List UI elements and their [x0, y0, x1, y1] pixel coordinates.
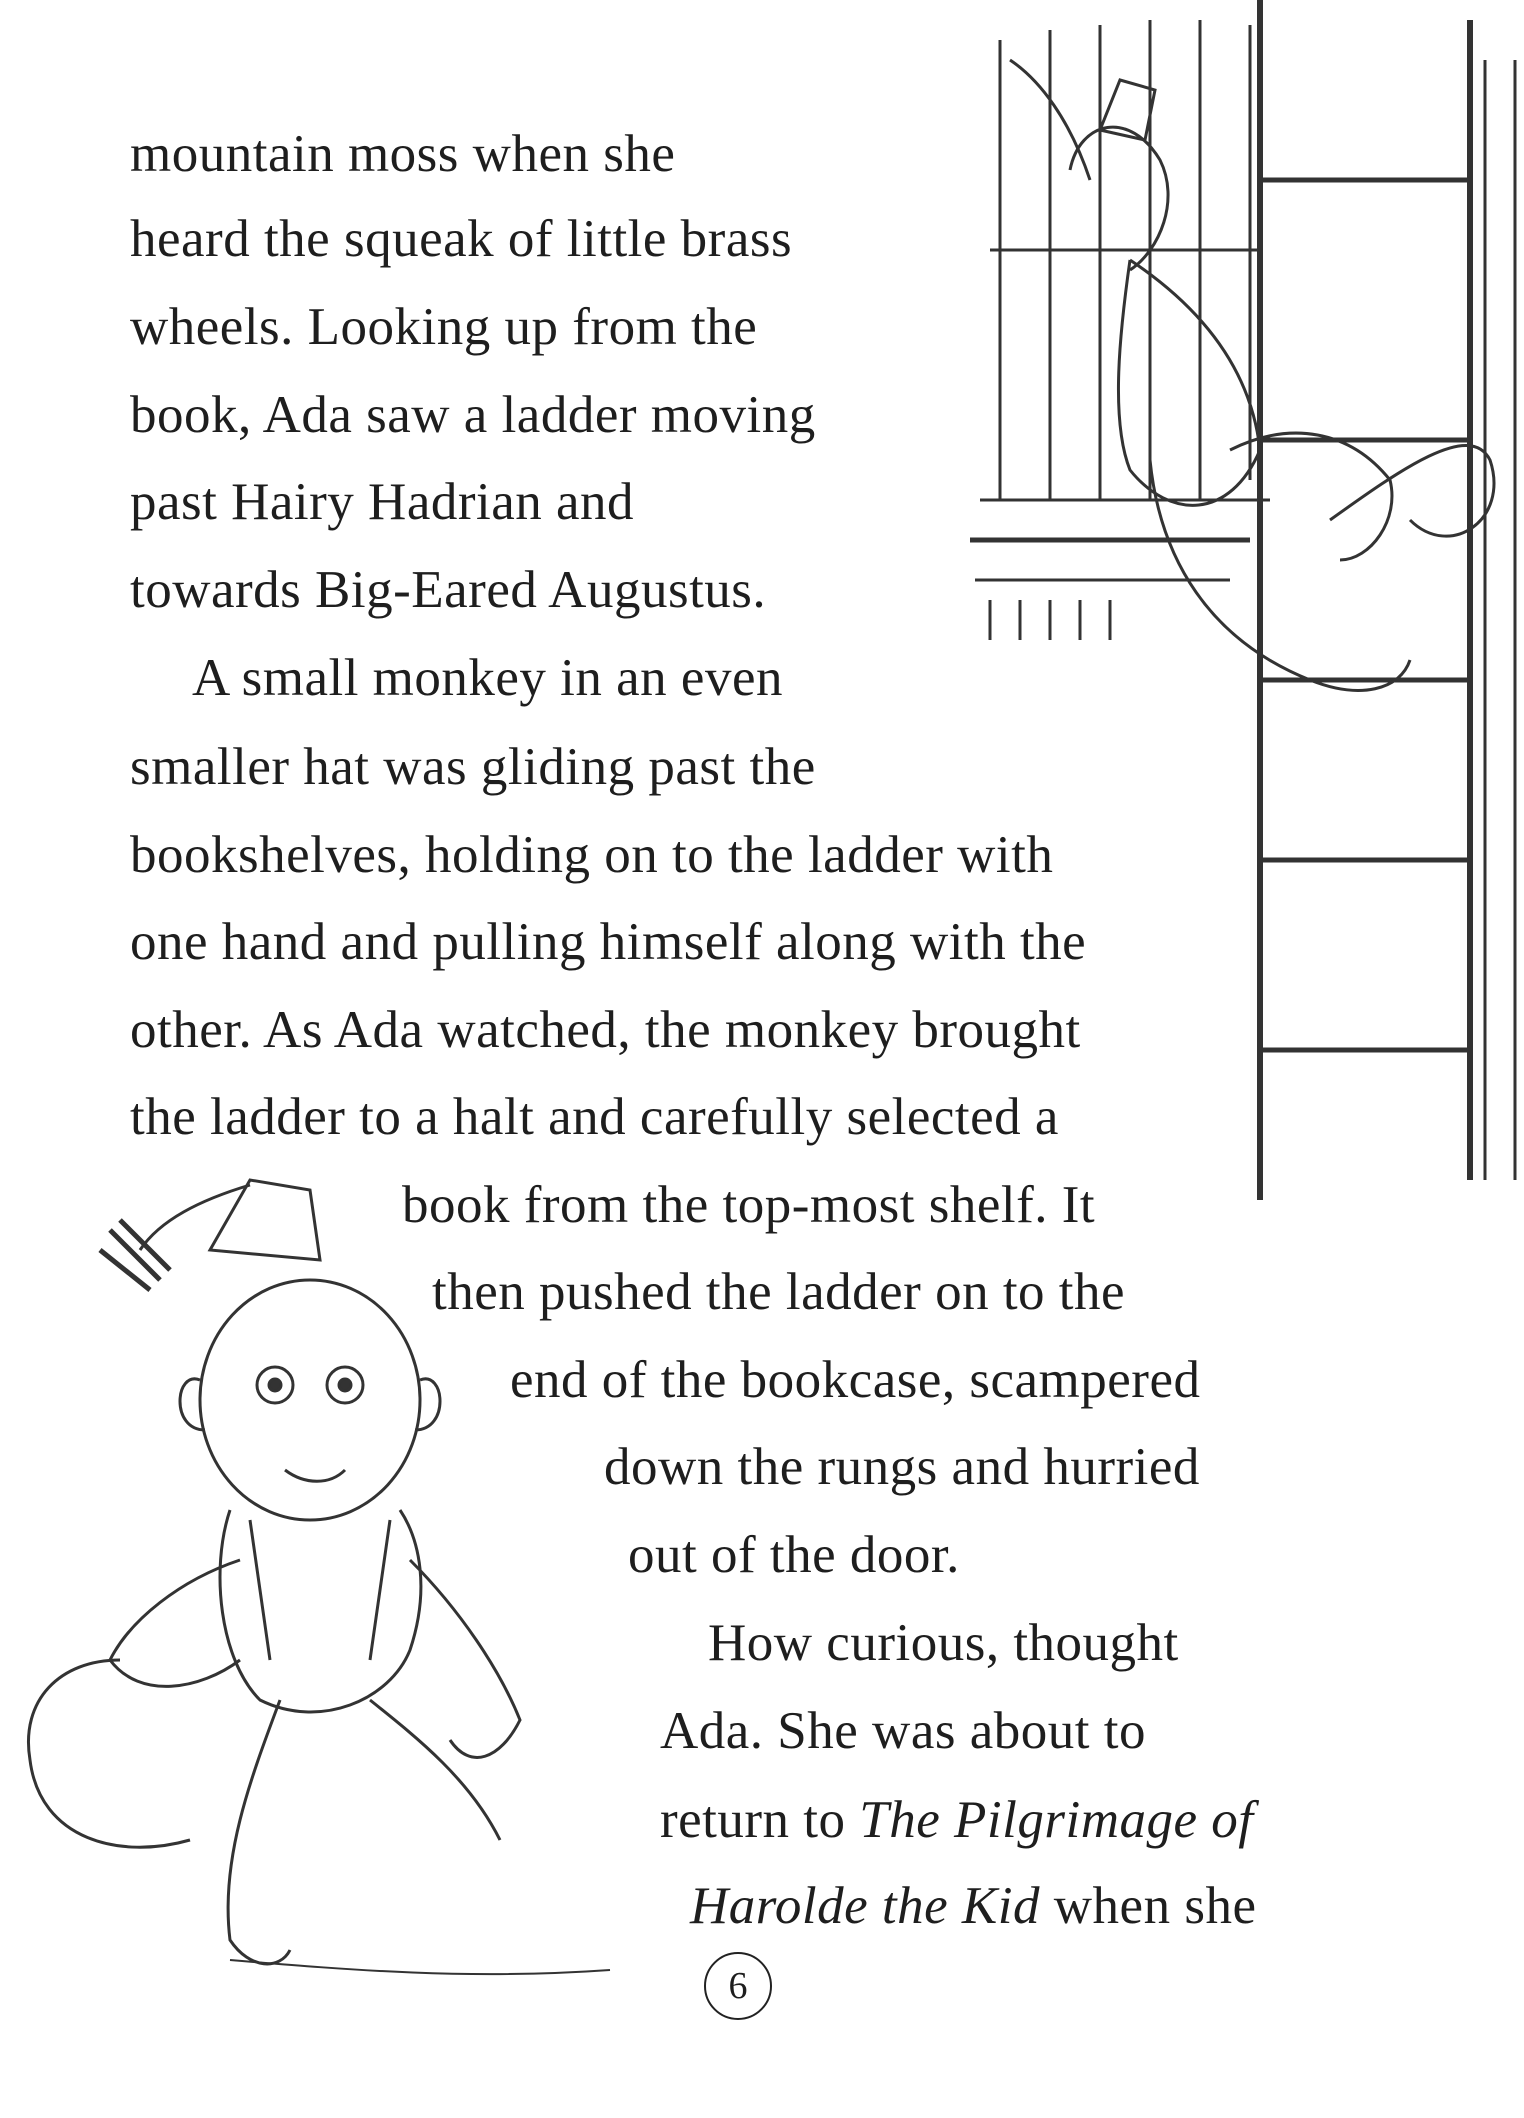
book-title: The Pilgrimage of	[859, 1791, 1254, 1849]
text-line: How curious, thought	[708, 1614, 1179, 1672]
text-line: down the rungs and hurried	[604, 1438, 1200, 1496]
text-line	[690, 1876, 1256, 1936]
text-segment: return to	[660, 1791, 860, 1849]
text-line: end of the bookcase, scampered	[510, 1351, 1201, 1409]
text-line: A small monkey in an even	[192, 649, 783, 707]
text-line: then pushed the ladder on to the	[432, 1263, 1126, 1321]
text-line: the ladder to a halt and carefully selected a	[130, 1088, 1059, 1146]
text-line: other. As Ada watched, the monkey brought	[130, 1001, 1081, 1059]
text-line: wheels. Looking up from the	[130, 298, 758, 356]
page-number: 6	[704, 1952, 772, 2020]
text-line: bookshelves, holding on to the ladder with	[130, 826, 1054, 884]
text-line: heard the squeak of little brass	[130, 210, 793, 268]
text-line: smaller hat was gliding past the	[130, 738, 816, 796]
text-line: book from the top-most shelf. It	[402, 1176, 1096, 1234]
text-line: mountain moss when she	[130, 125, 676, 183]
text-line: one hand and pulling himself along with the	[130, 913, 1087, 971]
text-segment: when she	[1040, 1877, 1257, 1935]
text-line: book, Ada saw a ladder moving	[130, 386, 816, 444]
book-title: Harolde the Kid	[690, 1877, 1041, 1935]
text-line: past Hairy Hadrian and	[130, 473, 635, 531]
text-line: out of the door.	[628, 1526, 960, 1584]
text-line	[660, 1790, 1253, 1850]
text-line: Ada. She was about to	[660, 1702, 1146, 1760]
text-line: towards Big-Eared Augustus.	[130, 561, 767, 619]
